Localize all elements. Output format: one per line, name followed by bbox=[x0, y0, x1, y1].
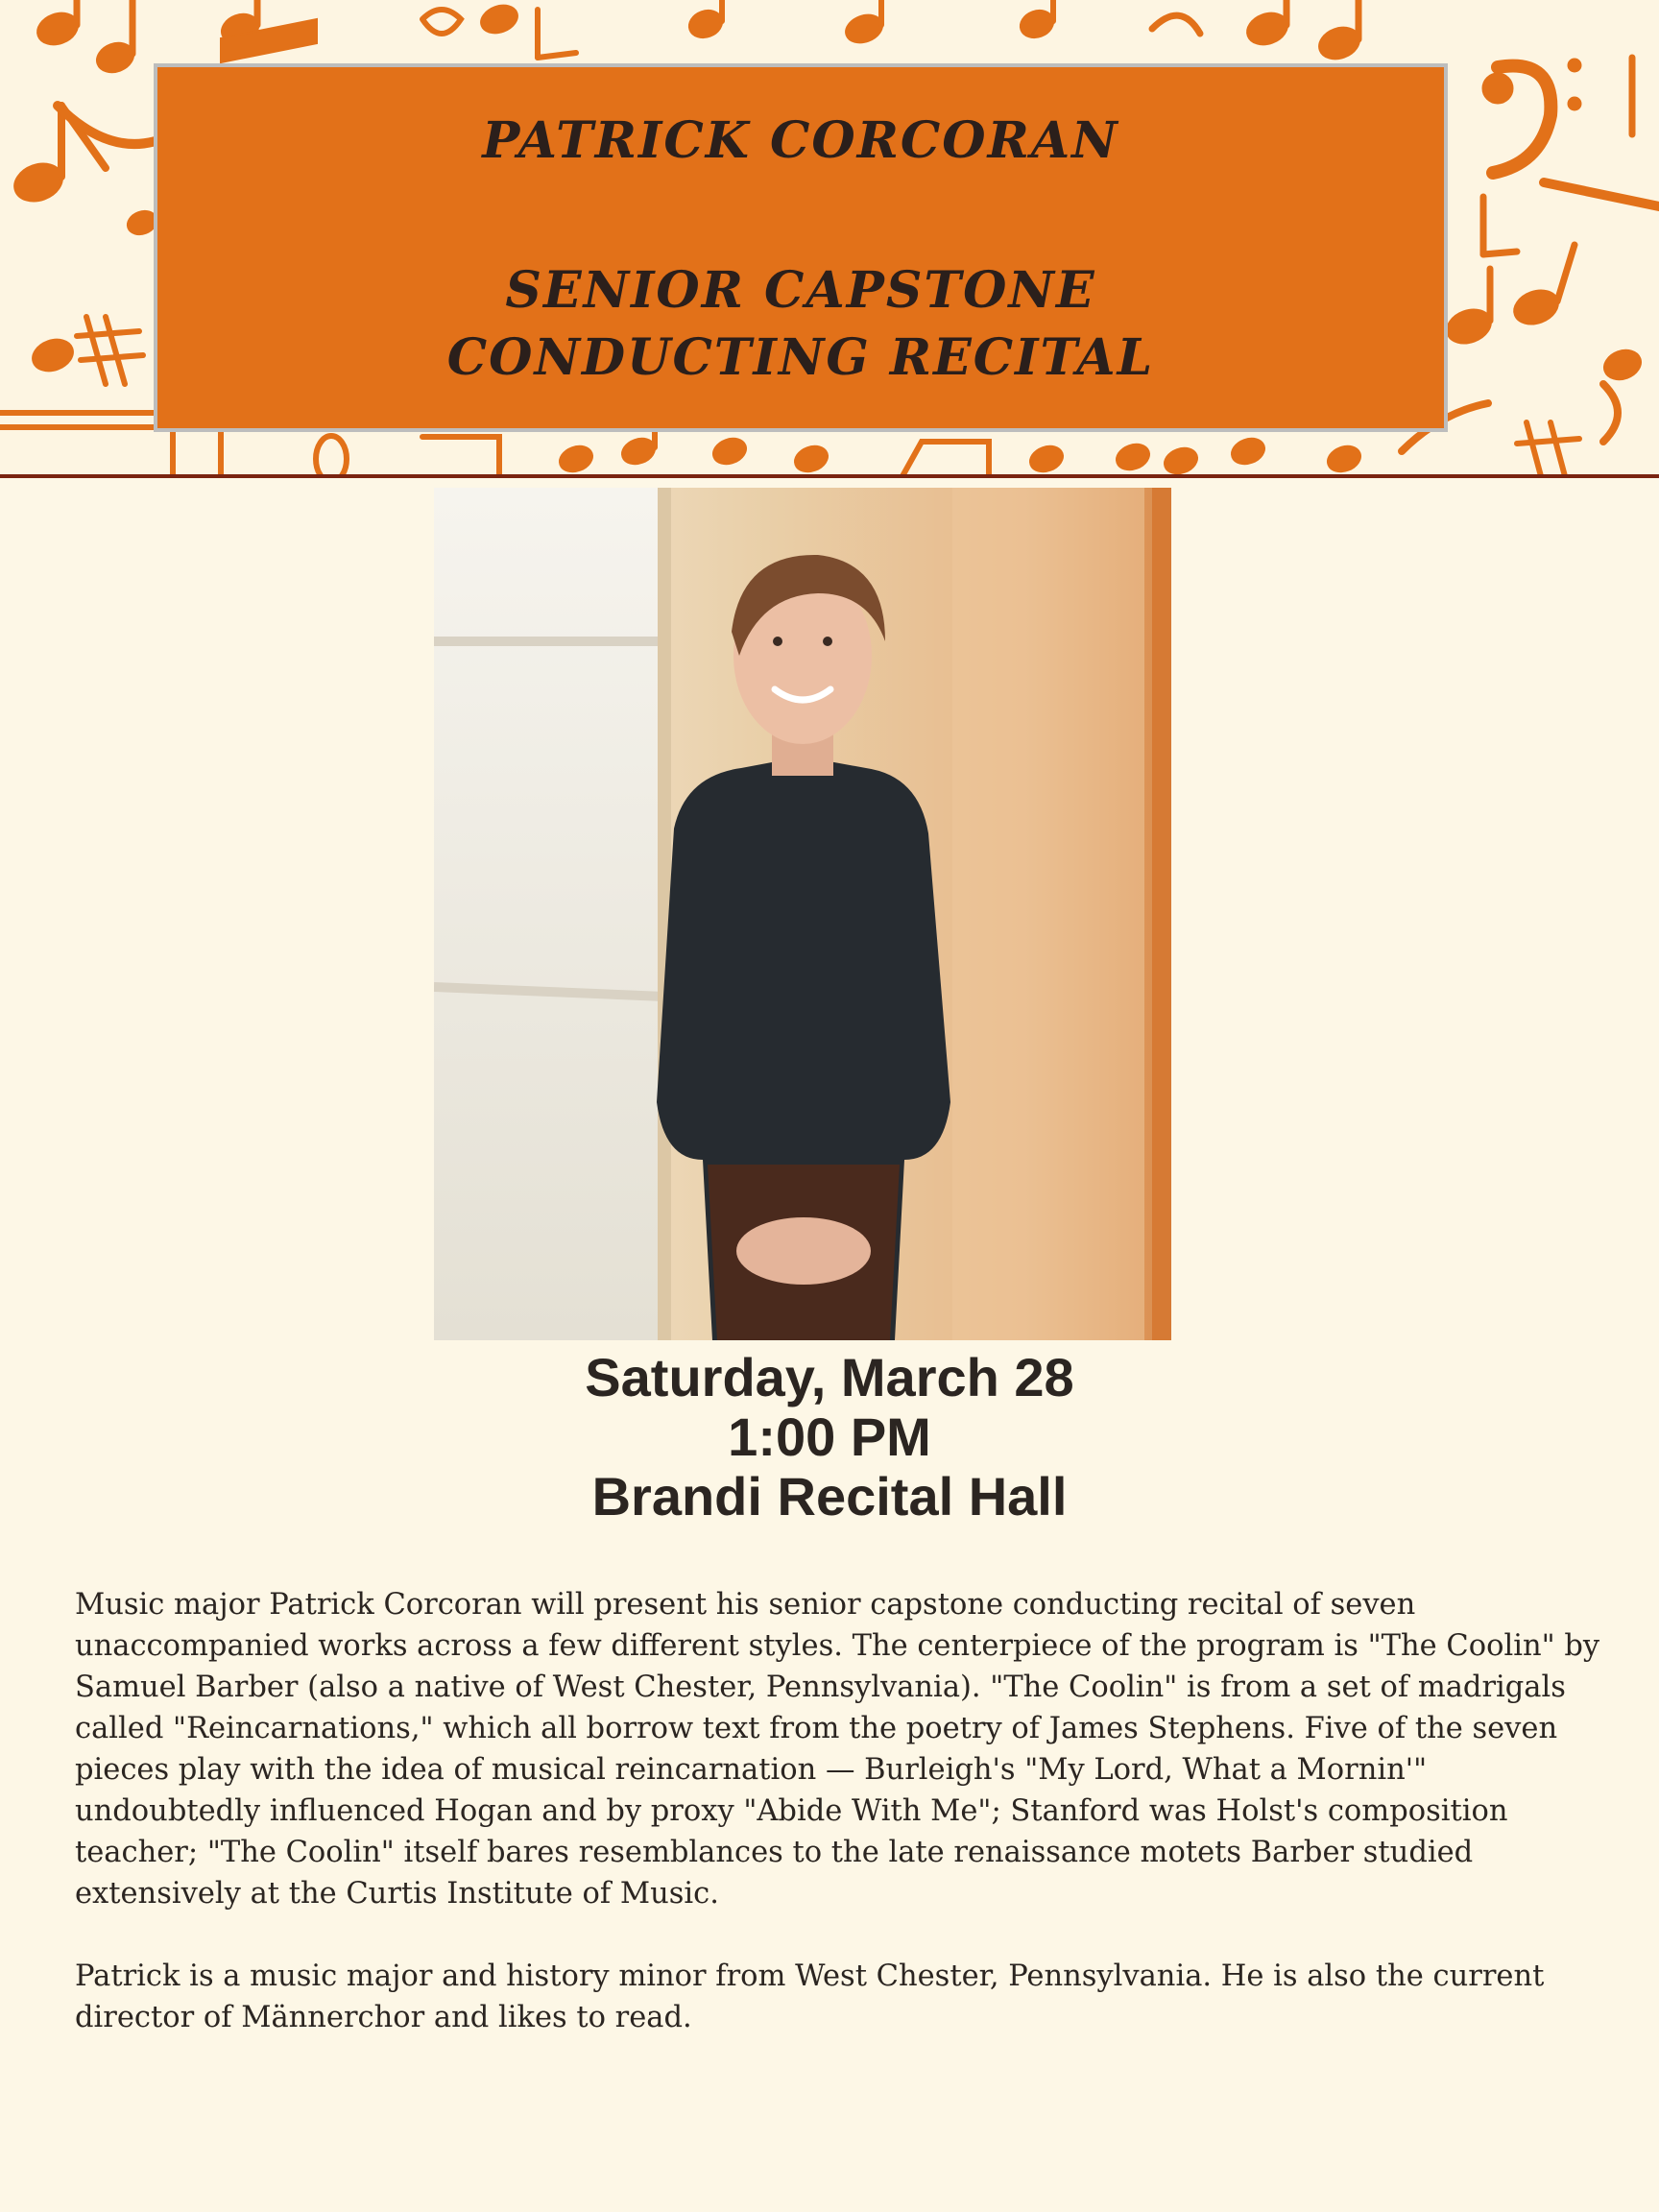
recital-description bbox=[75, 1584, 1601, 2038]
recital-subtitle-line-2: CONDUCTING RECITAL bbox=[446, 328, 1155, 387]
bio-paragraph: Patrick is a music major and history minor from West Chester, Pennsylvania. He is also the current director of Männerchor and likes to read. bbox=[75, 1960, 1545, 2034]
title-box bbox=[154, 63, 1448, 432]
header-divider bbox=[0, 474, 1659, 478]
recitalist-photo bbox=[434, 488, 1171, 1340]
event-details bbox=[0, 1348, 1659, 1527]
event-time: 1:00 PM bbox=[728, 1407, 931, 1467]
header-band bbox=[0, 0, 1659, 476]
recital-subtitle-line-1: SENIOR CAPSTONE bbox=[505, 261, 1096, 320]
event-venue: Brandi Recital Hall bbox=[591, 1466, 1068, 1527]
event-date: Saturday, March 28 bbox=[585, 1347, 1074, 1407]
program-paragraph: Music major Patrick Corcoran will present his senior capstone conducting recital of seven unaccompanied works across a few different styles. The centerpiece of the program is "The Coolin" by Samuel Barber (also a native of West Chester, Pennsylvania). "The Coolin" is from a set of madrigals called "Reincarnations," which all borrow text from the poetry of James Stephens. Five of the seven pieces play with the idea of musical reincarnation — Burleigh's "My Lord, What a Mornin'" undoubtedly influenced Hogan and by proxy "Abide With Me"; Stanford was Holst's composition teacher; "The Coolin" itself bares resemblances to the late renaissance motets Barber studied extensively at the Curtis Institute of Music. bbox=[75, 1588, 1600, 1911]
recitalist-name: PATRICK CORCORAN bbox=[482, 111, 1119, 170]
